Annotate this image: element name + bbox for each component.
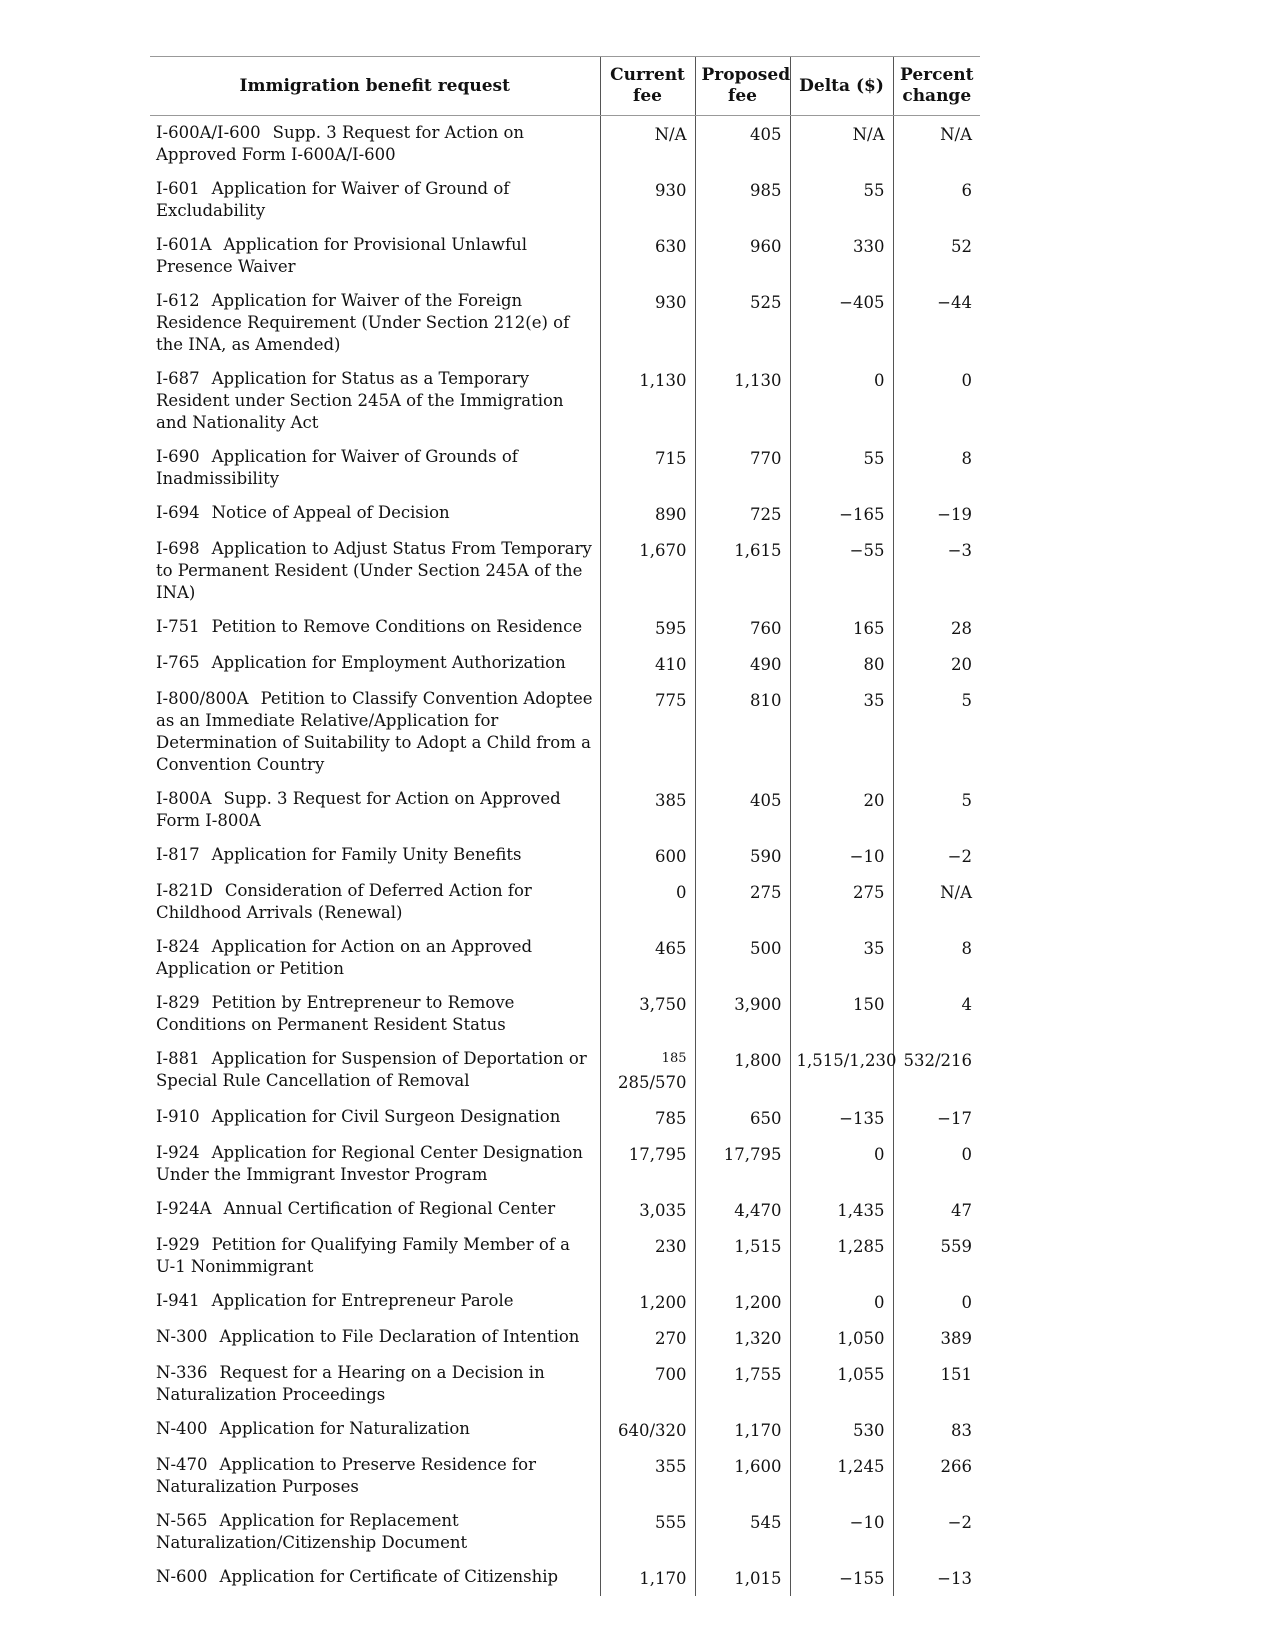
percent-change-cell: 52 — [893, 228, 980, 284]
delta-cell: 1,055 — [790, 1356, 893, 1412]
table-row — [150, 1560, 980, 1596]
form-description: Application for Naturalization — [219, 1419, 470, 1438]
form-number: I-821D — [156, 881, 213, 900]
request-cell — [150, 610, 600, 646]
proposed-fee-cell: 525 — [695, 284, 790, 362]
form-number: I-751 — [156, 617, 200, 636]
header-percent-change: Percent change — [893, 57, 980, 116]
current-fee-cell — [600, 1042, 695, 1100]
proposed-fee-cell: 1,755 — [695, 1356, 790, 1412]
header-proposed-fee: Proposed fee — [695, 57, 790, 116]
form-description: Petition by Entrepreneur to Remove Conditions on Permanent Resident Status — [156, 993, 515, 1034]
request-cell — [150, 1504, 600, 1560]
current-fee-cell: 465 — [600, 930, 695, 986]
request-cell — [150, 1042, 600, 1100]
table-row — [150, 610, 980, 646]
current-fee-cell: 3,035 — [600, 1192, 695, 1228]
delta-cell: 165 — [790, 610, 893, 646]
form-number: I-824 — [156, 937, 200, 956]
current-fee-cell: 595 — [600, 610, 695, 646]
request-cell — [150, 116, 600, 173]
delta-cell: N/A — [790, 116, 893, 173]
request-cell — [150, 646, 600, 682]
form-number: N-300 — [156, 1327, 208, 1346]
request-cell — [150, 362, 600, 440]
request-cell — [150, 874, 600, 930]
percent-change-cell: 0 — [893, 1284, 980, 1320]
form-number: N-565 — [156, 1511, 208, 1530]
percent-change-cell: 8 — [893, 440, 980, 496]
header-row — [150, 57, 980, 116]
table-row — [150, 1320, 980, 1356]
delta-cell: 530 — [790, 1412, 893, 1448]
percent-change-cell: 151 — [893, 1356, 980, 1412]
form-description: Application for Regional Center Designation Under the Immigrant Investor Program — [156, 1143, 583, 1184]
percent-change-cell: 5 — [893, 782, 980, 838]
delta-cell: 275 — [790, 874, 893, 930]
percent-change-cell: −13 — [893, 1560, 980, 1596]
percent-change-cell: 6 — [893, 172, 980, 228]
form-description: Petition for Qualifying Family Member of a U-1 Nonimmigrant — [156, 1235, 571, 1276]
current-fee-cell: 890 — [600, 496, 695, 532]
current-fee-cell: 1,130 — [600, 362, 695, 440]
form-number: I-924A — [156, 1199, 212, 1218]
proposed-fee-cell: 17,795 — [695, 1136, 790, 1192]
request-cell — [150, 1228, 600, 1284]
table-row — [150, 1136, 980, 1192]
form-description: Application for Family Unity Benefits — [211, 845, 522, 864]
request-cell — [150, 930, 600, 986]
table-row — [150, 930, 980, 986]
percent-change-cell: N/A — [893, 116, 980, 173]
form-number: N-600 — [156, 1567, 208, 1586]
current-fee-cell: 410 — [600, 646, 695, 682]
percent-change-cell: 5 — [893, 682, 980, 782]
percent-change-cell: 0 — [893, 362, 980, 440]
table-row — [150, 1356, 980, 1412]
request-cell — [150, 172, 600, 228]
current-fee-cell: 785 — [600, 1100, 695, 1136]
proposed-fee-cell: 1,615 — [695, 532, 790, 610]
request-cell — [150, 986, 600, 1042]
current-fee-cell: 385 — [600, 782, 695, 838]
form-description: Application for Waiver of Ground of Excludability — [156, 179, 510, 220]
proposed-fee-cell: 760 — [695, 610, 790, 646]
current-fee-cell: 3,750 — [600, 986, 695, 1042]
request-cell — [150, 228, 600, 284]
form-description: Application for Entrepreneur Parole — [211, 1291, 514, 1310]
header-request: Immigration benefit request — [150, 57, 600, 116]
proposed-fee-cell: 405 — [695, 116, 790, 173]
form-description: Notice of Appeal of Decision — [211, 503, 450, 522]
proposed-fee-cell: 770 — [695, 440, 790, 496]
proposed-fee-cell: 1,015 — [695, 1560, 790, 1596]
table-row — [150, 1192, 980, 1228]
current-fee-value: 285/570 — [617, 1073, 687, 1092]
percent-change-cell: N/A — [893, 874, 980, 930]
table-row — [150, 646, 980, 682]
proposed-fee-cell: 1,200 — [695, 1284, 790, 1320]
form-number: N-400 — [156, 1419, 208, 1438]
proposed-fee-cell: 545 — [695, 1504, 790, 1560]
form-number: I-941 — [156, 1291, 200, 1310]
table-row — [150, 1228, 980, 1284]
request-cell — [150, 1412, 600, 1448]
current-fee-cell: 1,170 — [600, 1560, 695, 1596]
current-fee-cell: 930 — [600, 172, 695, 228]
proposed-fee-cell: 1,600 — [695, 1448, 790, 1504]
request-cell — [150, 1448, 600, 1504]
percent-change-cell: 532/216 — [893, 1042, 980, 1100]
form-description: Application for Suspension of Deportation or Special Rule Cancellation of Removal — [156, 1049, 587, 1090]
percent-change-cell: 266 — [893, 1448, 980, 1504]
proposed-fee-cell: 405 — [695, 782, 790, 838]
percent-change-cell: 559 — [893, 1228, 980, 1284]
delta-cell: 80 — [790, 646, 893, 682]
header-current-fee: Current fee — [600, 57, 695, 116]
delta-cell: 150 — [790, 986, 893, 1042]
percent-change-cell: 389 — [893, 1320, 980, 1356]
proposed-fee-cell: 4,470 — [695, 1192, 790, 1228]
form-number: I-600A/I-600 — [156, 123, 261, 142]
header-delta: Delta ($) — [790, 57, 893, 116]
form-description: Application for Civil Surgeon Designation — [211, 1107, 561, 1126]
current-fee-cell: 640/320 — [600, 1412, 695, 1448]
form-description: Consideration of Deferred Action for Childhood Arrivals (Renewal) — [156, 881, 532, 922]
proposed-fee-cell: 1,320 — [695, 1320, 790, 1356]
proposed-fee-cell: 810 — [695, 682, 790, 782]
form-description: Petition to Remove Conditions on Residence — [211, 617, 583, 636]
form-description: Application for Waiver of the Foreign Residence Requirement (Under Section 212(e) of the INA, as Amended) — [156, 291, 570, 354]
form-number: I-694 — [156, 503, 200, 522]
delta-cell: 0 — [790, 1284, 893, 1320]
delta-cell: −155 — [790, 1560, 893, 1596]
delta-cell: 55 — [790, 440, 893, 496]
request-cell — [150, 1320, 600, 1356]
proposed-fee-cell: 500 — [695, 930, 790, 986]
request-cell — [150, 1356, 600, 1412]
delta-cell: 35 — [790, 682, 893, 782]
request-cell — [150, 440, 600, 496]
percent-change-cell: −19 — [893, 496, 980, 532]
table-row — [150, 496, 980, 532]
form-description: Annual Certification of Regional Center — [223, 1199, 556, 1218]
form-description: Application for Status as a Temporary Resident under Section 245A of the Immigration and Nationality Act — [156, 369, 564, 432]
request-cell — [150, 682, 600, 782]
form-description: Application to Adjust Status From Temporary to Permanent Resident (Under Section 245A of the INA) — [156, 539, 592, 602]
request-cell — [150, 496, 600, 532]
percent-change-cell: −44 — [893, 284, 980, 362]
percent-change-cell: −17 — [893, 1100, 980, 1136]
form-description: Application for Employment Authorization — [211, 653, 566, 672]
percent-change-cell: 4 — [893, 986, 980, 1042]
percent-change-cell: −3 — [893, 532, 980, 610]
request-cell — [150, 284, 600, 362]
percent-change-cell: −2 — [893, 1504, 980, 1560]
delta-cell: 20 — [790, 782, 893, 838]
current-fee-cell: 600 — [600, 838, 695, 874]
form-number: I-924 — [156, 1143, 200, 1162]
form-number: I-612 — [156, 291, 200, 310]
proposed-fee-cell: 1,800 — [695, 1042, 790, 1100]
delta-cell: 35 — [790, 930, 893, 986]
delta-cell: 1,245 — [790, 1448, 893, 1504]
proposed-fee-cell: 985 — [695, 172, 790, 228]
current-fee-cell: 17,795 — [600, 1136, 695, 1192]
delta-cell: 0 — [790, 1136, 893, 1192]
form-number: I-601 — [156, 179, 200, 198]
table-row — [150, 1284, 980, 1320]
delta-cell: −135 — [790, 1100, 893, 1136]
proposed-fee-cell: 650 — [695, 1100, 790, 1136]
request-cell — [150, 1192, 600, 1228]
current-fee-cell: 355 — [600, 1448, 695, 1504]
table-row — [150, 532, 980, 610]
table-row — [150, 116, 980, 173]
delta-cell: 330 — [790, 228, 893, 284]
delta-cell: −405 — [790, 284, 893, 362]
form-number: I-800/800A — [156, 689, 249, 708]
proposed-fee-cell: 275 — [695, 874, 790, 930]
form-number: I-601A — [156, 235, 212, 254]
form-description: Application for Replacement Naturalization/Citizenship Document — [156, 1511, 468, 1552]
delta-cell: −165 — [790, 496, 893, 532]
delta-cell: 0 — [790, 362, 893, 440]
request-cell — [150, 782, 600, 838]
request-cell — [150, 1100, 600, 1136]
form-description: Application for Certificate of Citizenship — [219, 1567, 559, 1586]
form-description: Application for Waiver of Grounds of Inadmissibility — [156, 447, 518, 488]
proposed-fee-cell: 960 — [695, 228, 790, 284]
form-number: I-800A — [156, 789, 212, 808]
proposed-fee-cell: 1,515 — [695, 1228, 790, 1284]
fee-table — [150, 56, 980, 1596]
percent-change-cell: 0 — [893, 1136, 980, 1192]
proposed-fee-cell: 725 — [695, 496, 790, 532]
current-fee-cell: 700 — [600, 1356, 695, 1412]
fee-table-body — [150, 116, 980, 1597]
delta-cell: 55 — [790, 172, 893, 228]
current-fee-cell: 630 — [600, 228, 695, 284]
table-row — [150, 1504, 980, 1560]
table-row — [150, 172, 980, 228]
form-number: I-817 — [156, 845, 200, 864]
table-row — [150, 1412, 980, 1448]
proposed-fee-cell: 1,170 — [695, 1412, 790, 1448]
delta-cell: −55 — [790, 532, 893, 610]
percent-change-cell: 28 — [893, 610, 980, 646]
delta-cell: 1,285 — [790, 1228, 893, 1284]
current-fee-cell: 1,200 — [600, 1284, 695, 1320]
form-number: N-336 — [156, 1363, 208, 1382]
form-description: Application for Action on an Approved Application or Petition — [156, 937, 533, 978]
form-description: Application for Provisional Unlawful Presence Waiver — [156, 235, 528, 276]
form-number: I-698 — [156, 539, 200, 558]
percent-change-cell: 47 — [893, 1192, 980, 1228]
table-row — [150, 284, 980, 362]
request-cell — [150, 1560, 600, 1596]
current-fee-cell: 775 — [600, 682, 695, 782]
percent-change-cell: −2 — [893, 838, 980, 874]
table-row — [150, 1042, 980, 1100]
table-row — [150, 782, 980, 838]
table-row — [150, 362, 980, 440]
form-number: I-690 — [156, 447, 200, 466]
form-description: Application to File Declaration of Intention — [219, 1327, 580, 1346]
form-number: I-910 — [156, 1107, 200, 1126]
table-row — [150, 986, 980, 1042]
proposed-fee-cell: 3,900 — [695, 986, 790, 1042]
percent-change-cell: 20 — [893, 646, 980, 682]
table-row — [150, 874, 980, 930]
current-fee-cell: 1,670 — [600, 532, 695, 610]
delta-cell: −10 — [790, 1504, 893, 1560]
request-cell — [150, 1136, 600, 1192]
form-number: N-470 — [156, 1455, 208, 1474]
request-cell — [150, 838, 600, 874]
delta-cell: 1,435 — [790, 1192, 893, 1228]
request-cell — [150, 532, 600, 610]
proposed-fee-cell: 1,130 — [695, 362, 790, 440]
form-number: I-687 — [156, 369, 200, 388]
form-number: I-929 — [156, 1235, 200, 1254]
current-fee-cell: 270 — [600, 1320, 695, 1356]
delta-cell: −10 — [790, 838, 893, 874]
current-fee-cell: 0 — [600, 874, 695, 930]
form-description: Petition to Classify Convention Adoptee as an Immediate Relative/Application for Determination of Suitability to Adopt a Child from a Convention Country — [156, 689, 593, 774]
percent-change-cell: 8 — [893, 930, 980, 986]
current-fee-note: 185 — [661, 1051, 687, 1066]
delta-cell: 1,515/1,230 — [790, 1042, 893, 1100]
proposed-fee-cell: 490 — [695, 646, 790, 682]
proposed-fee-cell: 590 — [695, 838, 790, 874]
form-description: Supp. 3 Request for Action on Approved Form I-800A — [156, 789, 561, 830]
delta-cell: 1,050 — [790, 1320, 893, 1356]
current-fee-cell: 930 — [600, 284, 695, 362]
table-row — [150, 440, 980, 496]
current-fee-cell: 230 — [600, 1228, 695, 1284]
current-fee-cell: 715 — [600, 440, 695, 496]
form-number: I-881 — [156, 1049, 200, 1068]
table-row — [150, 228, 980, 284]
current-fee-cell: N/A — [600, 116, 695, 173]
form-description: Application to Preserve Residence for Naturalization Purposes — [156, 1455, 536, 1496]
table-row — [150, 1100, 980, 1136]
current-fee-cell: 555 — [600, 1504, 695, 1560]
request-cell — [150, 1284, 600, 1320]
table-row — [150, 682, 980, 782]
table-row — [150, 838, 980, 874]
percent-change-cell: 83 — [893, 1412, 980, 1448]
form-description: Request for a Hearing on a Decision in Naturalization Proceedings — [156, 1363, 545, 1404]
form-number: I-765 — [156, 653, 200, 672]
form-number: I-829 — [156, 993, 200, 1012]
form-description: Supp. 3 Request for Action on Approved Form I-600A/I-600 — [156, 123, 525, 164]
table-row — [150, 1448, 980, 1504]
